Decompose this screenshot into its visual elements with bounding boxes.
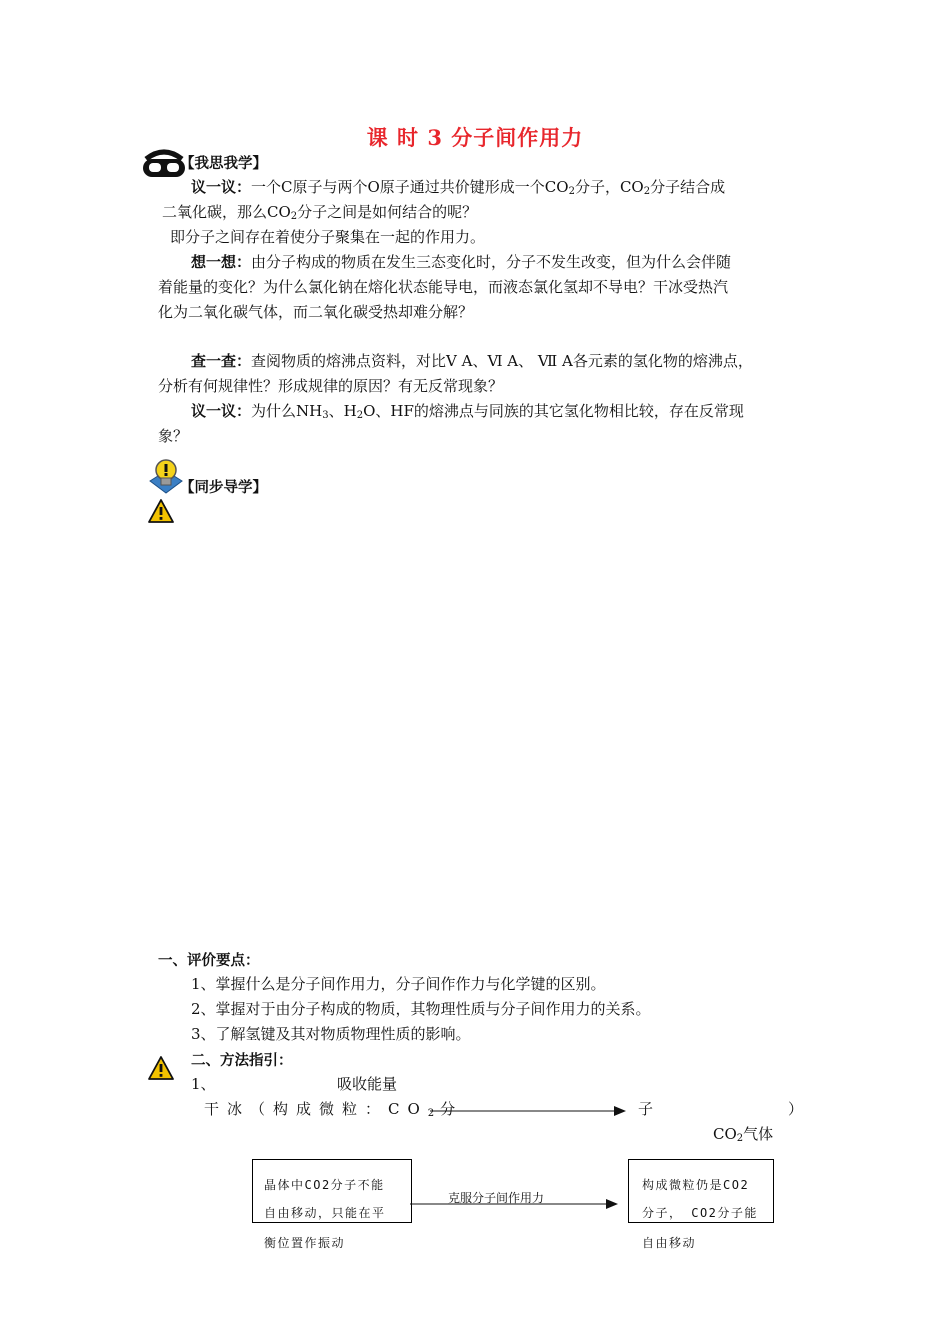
paren-close: ） bbox=[788, 1100, 804, 1118]
dry-ice-label: 干冰（构成微粒：$CO_2$ 分 bbox=[204, 1100, 456, 1119]
box1-line-2: 自由移动，只能在平 bbox=[264, 1206, 386, 1220]
xiang-line-2: 着能量的变化？为什么氯化钠在熔化状态能导电，而液态氯化氢却不导电？干冰受热汽 bbox=[158, 278, 729, 296]
section-heading-tongbu: 【同步导学】 bbox=[180, 480, 267, 496]
box2-line-2: 分子， CO2分子能 bbox=[642, 1206, 758, 1220]
box1-line-1: 晶体中CO2分子不能 bbox=[264, 1178, 385, 1192]
method-heading: 二、方法指引： bbox=[191, 1053, 293, 1069]
eval-item: 3、了解氢键及其对物质物理性质的影响。 bbox=[191, 1025, 471, 1043]
arrow-overcome bbox=[410, 1197, 620, 1211]
page-title: 课 时 3 分子间作用力 bbox=[366, 125, 584, 150]
cha-line-2: 分析有何规律性？形成规律的原因？有无反常现象？ bbox=[158, 377, 504, 395]
absorb-energy-label: 吸收能量 bbox=[337, 1075, 398, 1093]
xiang-line-1: 想一想：由分子构成的物质在发生三态变化时，分子不发生改变，但为什么会伴随 bbox=[191, 253, 732, 271]
eval-heading: 一、评价要点： bbox=[158, 953, 260, 969]
yi2-line-2: 象？ bbox=[158, 427, 189, 445]
warning-icon bbox=[148, 1056, 174, 1080]
co2-gas-label: $CO_2$气体 bbox=[713, 1125, 774, 1144]
box2-line-3: 自由移动 bbox=[642, 1236, 697, 1250]
yi2-line-1: 议一议：为什么$NH_3$、$H_2O$、HF的熔沸点与同族的其它氢化物相比较，存在反常现 bbox=[191, 402, 744, 421]
xiang-line-3: 化为二氧化碳气体，而二氧化碳受热却难分解？ bbox=[158, 303, 474, 321]
arrow-absorb bbox=[428, 1104, 628, 1118]
warning-icon bbox=[148, 499, 174, 523]
line-3: 即分子之间存在着使分子聚集在一起的作用力。 bbox=[170, 228, 486, 246]
cha-line-1: 查一查：查阅物质的熔沸点资料，对比Ⅴ A、Ⅵ A、 Ⅶ A各元素的氢化物的熔沸点， bbox=[191, 352, 753, 370]
box1-line-3: 衡位置作振动 bbox=[264, 1236, 346, 1250]
eval-item: 2、掌握对于由分子构成的物质，其物理性质与分子间作用力的关系。 bbox=[191, 1000, 651, 1018]
zi-label: 子 bbox=[638, 1100, 654, 1118]
method-num: 1、 bbox=[191, 1075, 216, 1093]
eval-item: 1、掌握什么是分子间作用力，分子间作作力与化学键的区别。 bbox=[191, 975, 606, 993]
yi1-line-2: 二氧化碳，那么$CO_2$分子之间是如何结合的呢？ bbox=[162, 203, 478, 222]
yi1-line-1: 议一议：一个C原子与两个O原子通过共价键形成一个$CO_2$分子，$CO_2$分子结合成 bbox=[191, 178, 726, 197]
overcome-label: 克服分子间作用力 bbox=[448, 1191, 545, 1205]
lightbulb-icon bbox=[148, 457, 184, 497]
box2-line-1: 构成微粒仍是CO2 bbox=[642, 1178, 750, 1192]
section-heading-wosi: 【我思我学】 bbox=[180, 156, 267, 172]
